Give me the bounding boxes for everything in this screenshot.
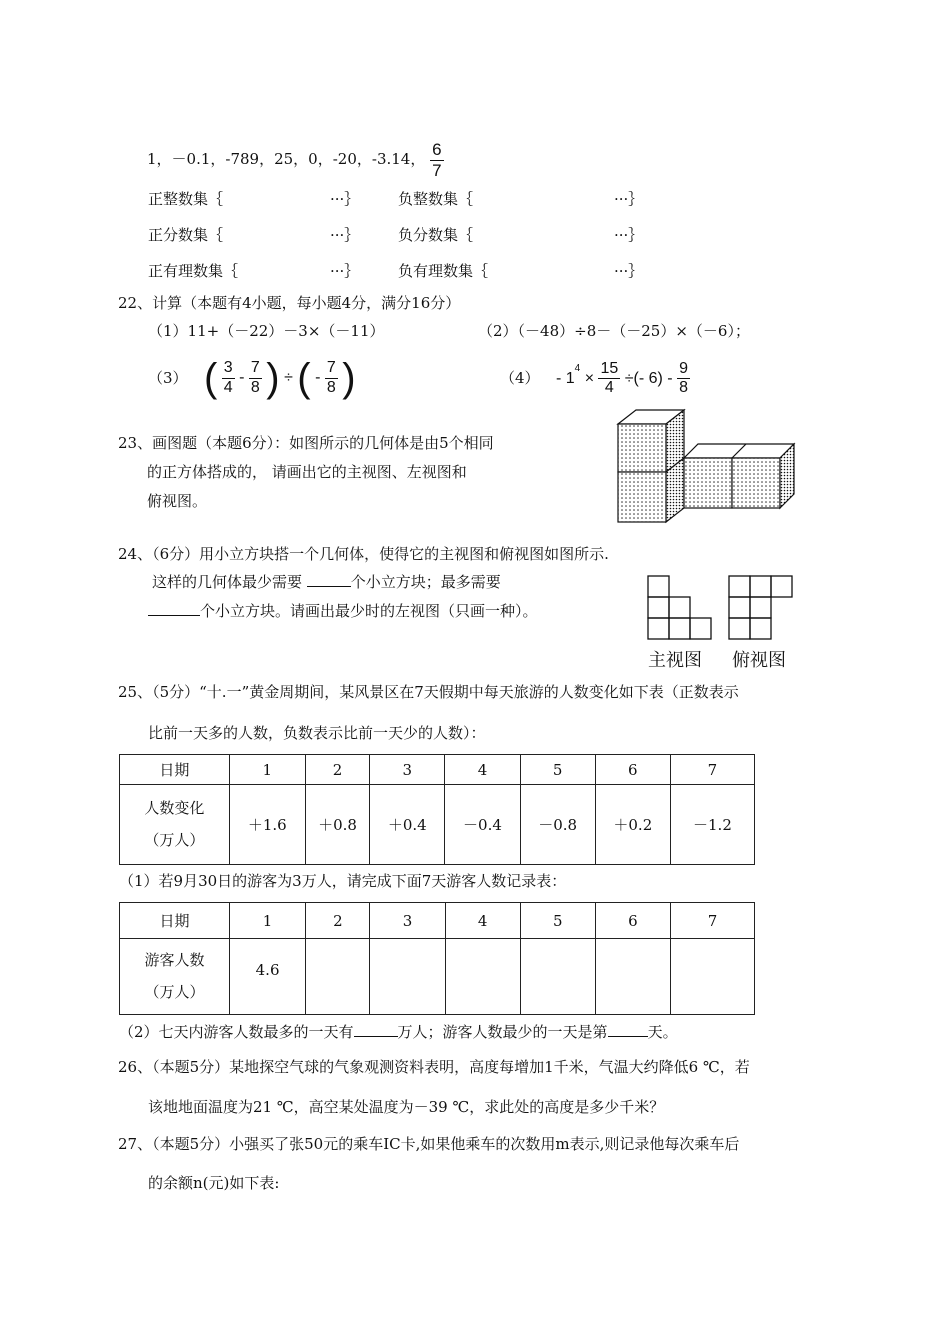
- q25-sub2: （2）七天内游客人数最多的一天有 万人；游客人数最少的一天是第 天。: [119, 1023, 678, 1041]
- q26-line2: 该地地面温度为21 ℃，高空某处温度为－39 ℃，求此处的高度是多少千米？: [148, 1098, 665, 1116]
- q22-part4-label: （4）: [500, 369, 540, 387]
- visitors-table: 日期 1 2 3 4 5 6 7 游客人数 （万人） 4.6: [119, 902, 755, 1015]
- row-label: 游客人数 （万人）: [120, 939, 230, 1015]
- q22-title: 22、计算（本题有4小题，每小题4分，满分16分）: [118, 294, 461, 312]
- q25-line2: 比前一天多的人数，负数表示比前一天少的人数）：: [148, 724, 486, 742]
- set-end: ···｝: [614, 262, 644, 280]
- set-positive-integers: 正整数集｛: [148, 190, 224, 208]
- answer-cell[interactable]: [520, 939, 595, 1015]
- answer-cell[interactable]: [595, 939, 670, 1015]
- label-top-view: 俯视图: [732, 650, 786, 670]
- left-paren: (: [297, 356, 311, 400]
- row-label: 人数变化 （万人）: [120, 785, 230, 865]
- front-view-grid: [648, 576, 711, 639]
- set-end: ···｝: [330, 226, 360, 244]
- right-paren: ): [342, 356, 356, 400]
- answer-cell[interactable]: [370, 939, 445, 1015]
- right-paren: ): [266, 356, 280, 400]
- q22-part4-expression: - $1^4$ × $\frac{15}{4}$ ÷(- 6) - $\frac{9}{8}$: [556, 360, 688, 397]
- set-negative-rationals: 负有理数集｛: [398, 262, 489, 280]
- set-end: ···｝: [330, 190, 360, 208]
- q23-line3: 俯视图。: [147, 492, 208, 510]
- answer-cell[interactable]: [306, 939, 370, 1015]
- q25-line1: 25、（5分）“十.一”黄金周期间，某风景区在7天假期中每天旅游的人数变化如下表（正数表示: [118, 683, 739, 701]
- answer-blank-min-day[interactable]: [608, 1022, 648, 1037]
- q24-line3: 个小立方块。请画出最少时的左视图（只画一种）。: [148, 600, 538, 621]
- q23-line2: 的正方体搭成的， 请画出它的主视图、左视图和: [147, 463, 467, 481]
- answer-blank-max[interactable]: [148, 601, 200, 616]
- answer-cell[interactable]: [445, 939, 520, 1015]
- cube-solid-figure: [612, 408, 802, 528]
- answer-blank-max-visitors[interactable]: [354, 1022, 398, 1037]
- top-view-grid: [729, 576, 792, 639]
- set-positive-rationals: 正有理数集｛: [148, 262, 239, 280]
- q22-part1: （1）11+（－22）－3×（－11）: [148, 322, 385, 340]
- label-front-view: 主视图: [648, 650, 702, 670]
- q24-line2: 这样的几何体最少需要 个小立方块；最多需要: [152, 573, 501, 591]
- q23-line1: 23、画图题（本题6分）：如图所示的几何体是由5个相同: [118, 434, 494, 452]
- set-end: ···｝: [330, 262, 360, 280]
- set-negative-fractions: 负分数集｛: [398, 226, 474, 244]
- q27-line1: 27、（本题5分）小强买了张50元的乘车IC卡,如果他乘车的次数用m表示,则记录他每次乘车后: [118, 1135, 740, 1153]
- q22-part3-expression: ( $\frac{3}{4}$ - $\frac{7}{8}$ ) ÷ ( - $\frac{7}{8}$ ): [204, 356, 356, 400]
- answer-cell[interactable]: [670, 939, 754, 1015]
- q25-sub1: （1）若9月30日的游客为3万人，请完成下面7天游客人数记录表：: [119, 872, 567, 890]
- set-end: ···｝: [614, 190, 644, 208]
- set-negative-integers: 负整数集｛: [398, 190, 474, 208]
- change-table: 日期 1 2 3 4 5 6 7 人数变化 （万人） ＋1.6 ＋0.8 ＋0.4 －0.4 －0.8 ＋0.2 －1.2: [119, 754, 755, 865]
- q27-line2: 的余额n(元)如下表:: [148, 1174, 280, 1192]
- fraction-6-7: $\frac{6}{7}$: [432, 140, 442, 180]
- q22-part3-label: （3）: [148, 369, 188, 387]
- q21-numbers: 1，－0.1，-789，25，0，-20，-3.14， $\frac{6}{7}$: [147, 140, 442, 180]
- left-paren: (: [204, 356, 218, 400]
- q24-line1: 24、（6分）用小立方块搭一个几何体，使得它的主视图和俯视图如图所示.: [118, 545, 609, 563]
- answer-blank-min[interactable]: [307, 572, 351, 587]
- set-end: ···｝: [614, 226, 644, 244]
- q26-line1: 26、（本题5分）某地探空气球的气象观测资料表明，高度每增加1千米，气温大约降低6 ℃，若: [118, 1058, 750, 1076]
- q22-part2: （2）（－48）÷8－（－25）×（－6）；: [478, 322, 750, 340]
- set-positive-fractions: 正分数集｛: [148, 226, 224, 244]
